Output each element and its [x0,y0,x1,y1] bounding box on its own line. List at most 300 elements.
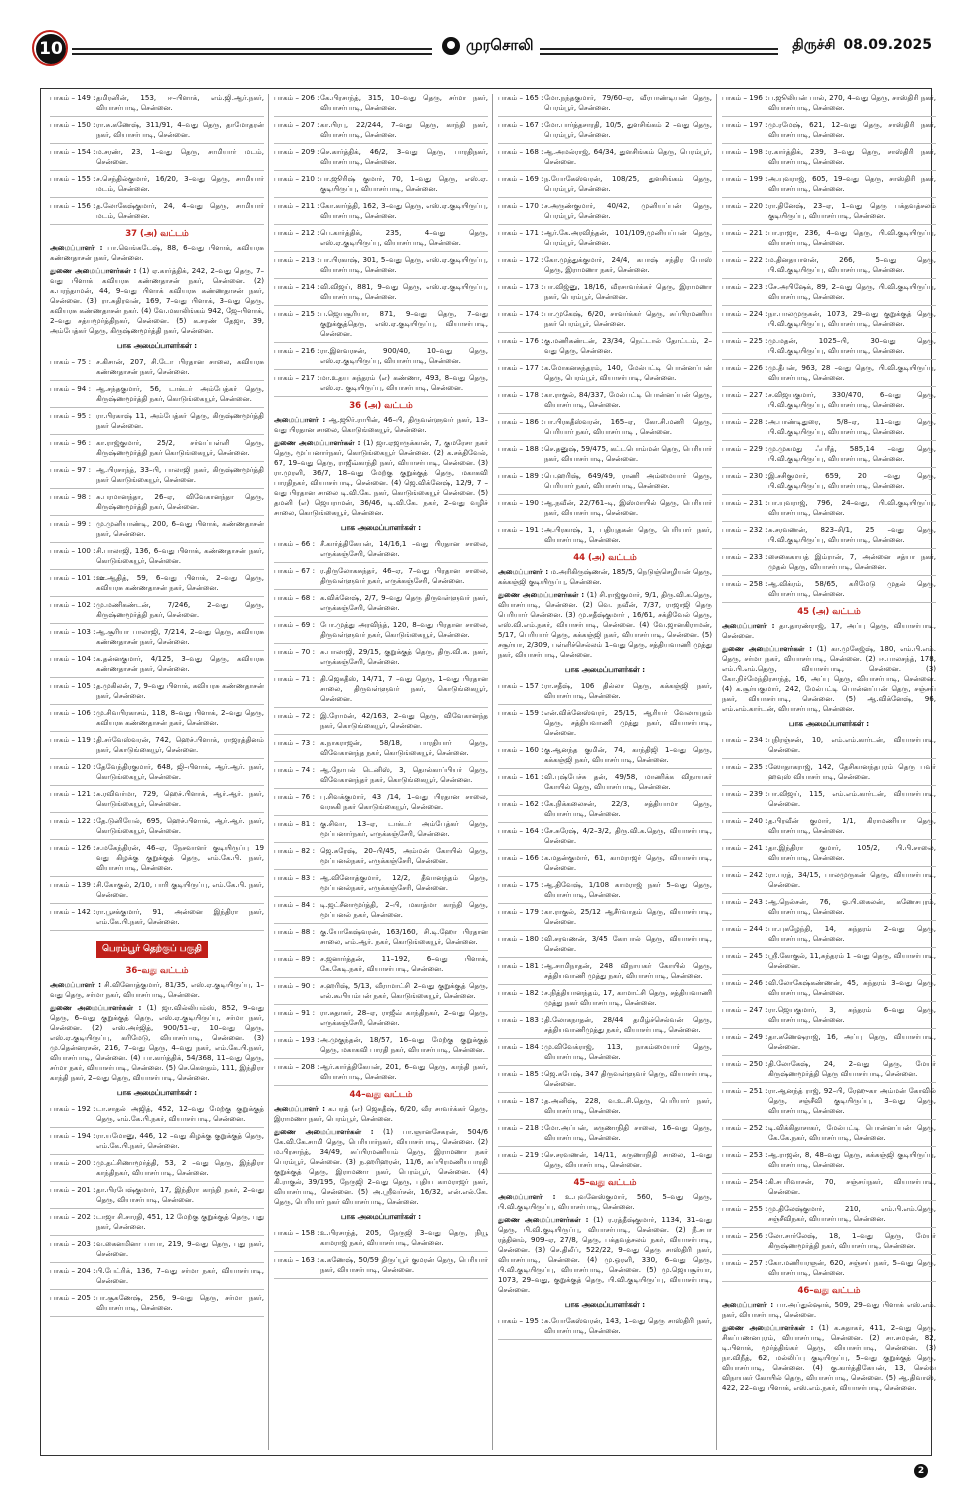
booth-number: பாகம் – 81 : [274,819,315,828]
organizer-details: சி.வினோத்குமார், 81/35, எஸ்.ஏ.குடியிருப்பு, 1–வது தெரு, சர்மா நகர், வியாசர்பாடி, சென்னை. [50,980,264,999]
booth-number: பாகம் – 198 : [722,147,768,156]
booth-number: பாகம் – 184 : [498,1042,544,1051]
booth-number: பாகம் – 89 : [274,954,315,963]
booth-entry [50,117,264,144]
booth-organizer-details: கு.சிவா, 13–ஏ, டாக்டர் அம்பேத்கர் தெரு, மூப்பனார்நகர், எருக்கஞ்சேரி, சென்னை. [320,819,488,838]
booth-number: பாகம் – 103 : [50,627,96,636]
booth-entry [50,435,264,462]
booth-organizer-details: க.நாகராஜன், 58/18, பாரதியார் தெரு, விவேகானந்த நகர், கொடுங்கையூர், சென்னை. [320,738,488,757]
booth-number: பாகம் – 223 : [722,282,768,291]
booth-organizer-details: வி.லோகேஷ்கண்ணன், 45, சுந்தரம் 3–வது தெரு, வியாசர்பாடி, சென்னை. [768,978,936,997]
booth-organizer-details: ப.ஜூலியன் பால், 270, 4–வது தெரு, சாஸ்திரி நகர், வியாசர்பாடி, சென்னை. [768,93,936,112]
booth-number: பாகம் – 139 : [50,880,96,889]
organizer-paragraph [274,438,488,518]
booth-organizer-details: பு.சிவக்குமார், 43 /14, 1–வது பிரதான சாலை, வரசுகி நகர் கொடுங்கையூர், சென்னை. [320,792,488,811]
booth-number: பாகம் – 205 : [50,1293,96,1302]
booth-entry [722,360,936,387]
booth-entry [498,441,712,468]
booth-entry [498,90,712,117]
organizer-paragraph [722,644,936,714]
subsection-heading: பாக அமைப்பாளர்கள் : [564,665,646,674]
booth-number: பாகம் – 156 : [50,201,96,210]
booth-number: பாகம் – 203 : [50,1239,96,1248]
booth-entry [274,279,488,306]
booth-number: பாகம் – 213 : [274,255,320,264]
organizer-paragraph [274,1127,488,1207]
role-label: அமைப்பாளர் : [498,567,549,576]
header-rule-left [72,48,432,50]
booth-number: பாகம் – 82 : [274,846,315,855]
booth-number: பாகம் – 142 : [50,907,96,916]
booth-organizer-details: பா.விஜய், 115, எம்.எம்.கார்டன், வியாசர்பாடி, சென்னை. [768,789,936,808]
organizer-details: தா.தாரண்ராஜ், 17, அப்பு தெரு, வியாசர்பாடி, சென்னை. [722,621,936,640]
booth-entry [274,735,488,762]
booth-organizer-details: பா.விஜ்னு, 18/16, வீரசாவர்க்கர் தெரு, இராமணா நகர், பெரம்பூர், சென்னை. [544,282,712,301]
booth-organizer-details: உ.பிரசாந்த், 205, நேருஜி 3–வது தெரு, நியூ காமராஜ் நகர், வியாசர்பாடி, சென்னை. [320,1228,488,1247]
booth-organizer-details: கோ.மணியரஞன், 620, சஞ்சய் நகர், 5–வது தெரு, வியாசர்பாடி, சென்னை. [768,1258,936,1277]
organizer-paragraph [498,590,712,660]
booth-number: பாகம் – 69 : [274,620,315,629]
page-header [0,0,972,88]
booth-entry [498,279,712,306]
booth-entry [50,354,264,381]
booth-organizer-details: மு.திலேஷ்குமார், 210, எம்.பி.எம்.தெரு, சஞ்சீவிநகர், வியாசர்பாடி, சென்னை. [768,1204,936,1223]
booth-organizer-details: கோ.முத்துக்குமார், 24/4, கபாஷ் சந்திர போஸ் தெரு, இராமணா நகர், சென்னை. [544,255,712,274]
booth-entry [722,171,936,198]
booth-entry [722,1174,936,1201]
booth-entry [722,144,936,171]
booth-organizer-details: மு.தட்சிணாமூர்த்தி, 53, 2 –வது தெரு, இந்திரா காந்திநகர், வியாசர்பாடி, சென்னை. [96,1158,264,1177]
booth-number: பாகம் – 188 : [498,444,544,453]
booth-organizer-details: டாஜா சி.சாரதி, 451, 12 மேற்கு குறுக்குத் தெரு, புது நகர், சென்னை. [96,1212,264,1231]
booth-entry [50,1263,264,1290]
booth-organizer-details: வி.சரவணன், 3/45 கோபால் தெரு, வியாசர்பாடி, சென்னை. [544,934,712,953]
booth-organizer-details: ஆ.சூரியா பாலாஜி, 7/214, 2–வது தெரு, கவியரசு கண்ணதாசன் நகர், சென்னை. [96,627,264,646]
booth-number: பாகம் – 222 : [722,255,768,264]
booth-number: பாகம் – 243 : [722,897,768,906]
booth-number: பாகம் – 166 : [498,853,544,862]
ward-heading: 36–வது வட்டம் [125,966,189,976]
header-rule-left-2 [72,53,432,55]
booth-number: பாகம் – 162 : [498,799,544,808]
booth-number: பாகம் – 120 : [50,762,96,771]
booth-entry [722,1002,936,1029]
booth-organizer-details: ச.ஹரிஷ், 5/13, வீராமாட்சி 2–வது குறுக்குத் தெரு, எல்.கூபியம்பன் நகர், கொடுங்கையூர், சென்னை. [320,981,488,1000]
booth-entry [722,549,936,576]
booth-entry [50,624,264,651]
booth-entry [722,921,936,948]
booth-number: பாகம் – 234 : [722,735,768,744]
region-banner-wrap [50,931,264,962]
column-divider [716,94,717,1450]
booth-organizer-details: அ.முகுந்தன், 18/57, 16–வது மேற்கு குறுக்குத் தெரு, மகாகவி பாரதி நகர், வியாசர்பாடி, சென்னை. [320,1035,488,1054]
masthead [442,36,534,56]
booth-number: பாகம் – 231 : [722,498,768,507]
booth-entry [498,931,712,958]
ward-heading: 36 (அ) வட்டம் [349,401,413,411]
booth-number: பாகம் – 121 : [50,789,96,798]
booth-number: பாகம் – 190 : [498,498,544,507]
booth-entry [274,590,488,617]
booth-number: பாகம் – 211 : [274,201,320,210]
booth-entry [274,617,488,644]
booth-organizer-details: மோ.நந்தகுமார், 79/60–ஏ, வீரபாண்டியன் தெரு, பெரம்பூர், சென்னை. [544,93,712,112]
ward-heading: 44 (அ) வட்டம் [573,553,637,563]
organizer-paragraph [498,1215,712,1295]
booth-organizer-details: பா.புகழேந்தி, 14, சுந்தரம் 2–வது தெரு, வியாசர்பாடி, சென்னை. [768,924,936,943]
booth-organizer-details: பா.முகேஷ், 6/20, சாவர்க்கர் தெரு, சுப்பிரமணிய நகர் பெரம்பூர், சென்னை. [544,309,712,328]
booth-organizer-details: க.மதன்குமார், 61, காமராஜர் தெரு, வியாசர்பாடி, சென்னை. [544,853,712,872]
booth-organizer-details: ஆ.நவீன், 22/761–டி, இஸ்மாயில் தெரு, பெரியார் நகர், வியாசர்பாடி, சென்னை. [544,498,712,517]
booth-number: பாகம் – 159 : [498,708,544,717]
booth-number: பாகம் – 228 : [722,417,768,426]
booth-entry [50,1209,264,1236]
booth-entry [498,306,712,333]
booth-number: பாகம் – 68 : [274,593,315,602]
booth-organizer-details: ஆ.சாமிநாதன், 248 விநாயகர் கோயில் தெரு, சத்தியவாணி முத்து நகர், வியாசர்பாடி, சென்னை. [544,961,712,980]
booth-number: பாகம் – 73 : [274,738,315,747]
subsection-heading: பாக அமைப்பாளர்கள் : [340,523,422,532]
booth-number: பாகம் – 239 : [722,789,768,798]
role-label: அமைப்பாளர் : [722,621,775,630]
booth-entry [722,786,936,813]
booth-entry [50,1155,264,1182]
booth-entry [274,1225,488,1252]
booth-entry [722,414,936,441]
booth-number: பாகம் – 104 : [50,654,96,663]
booth-organizer-details: மு.ரமேஷ், 621, 12–வது தெரு, சாஸ்திரி நகர், வியாசர்பாடி, சென்னை. [768,120,936,139]
column-divider [492,94,493,1450]
booth-organizer-details: ஆ.சந்தகுமார், 56, டாக்டர் அம்பேத்கர் தெரு, கிருஷ்ணமூர்த்தி நகர், கொடுங்கையூர், சென்னை. [96,384,264,403]
booth-organizer-details: தி.சர்வேஸ்வரன், 742, ஹெச்.பிளாக், ராஜரத்தினம் நகர், கொடுங்கையூர், சென்னை. [96,735,264,754]
booth-entry [498,742,712,769]
booth-entry [722,333,936,360]
booth-entry [498,1012,712,1039]
booth-organizer-details: சீ.கார்த்திகேயன், 14/16,1 –வது பிரதான சாலை, எருக்கஞ்சேரி, சென்னை. [320,539,488,558]
booth-entry [498,171,712,198]
booth-entry [50,651,264,678]
booth-number: பாகம் – 247 : [722,1005,768,1014]
booth-entry [274,762,488,789]
booth-organizer-details: போ.முத்து அரவிந்த், 120, 8–வது பிரதான சாலை, திருவள்ளுவர் நகர், கொடுங்கையூர், சென்னை. [320,620,488,639]
booth-organizer-details: கு.ஆனந்த குமின், 74, காந்திஜி 1–வது தெரு, கக்கஞ்ஜி நகர், வியாசர்பாடி, சென்னை. [544,745,712,764]
booth-organizer-details: ச.செந்தில்குமார், 16/20, 3–வது தெரு, சாமியார் மடம், சென்னை. [96,174,264,193]
booth-organizer-details: வ.கைனமினா பாபா, 219, 9–வது தெரு, புது நகர், சென்னை. [96,1239,264,1258]
booth-entry [274,117,488,144]
booth-organizer-details: ரா.தினேஷ், 23–ஏ, 1–வது தெரு பக்தவத்சலம் குடியிருப்பு, வியாசர்பாடி, சென்னை. [768,201,936,220]
booth-organizer-details: ஆ.நோபல் டெனிஸ், 3, தொல்காப்பியர் தெரு, விவேகானந்தர் நகர், கொடுங்கையூர், சென்னை. [320,765,488,784]
booth-number: பாகம் – 178 : [498,390,544,399]
organizer-details: (1) ர.ரத்தீஷ்குமார், 1134, 31–வது தெரு, பி.வி.குடியிருப்பு, வியாசர்பாடி, சென்னை. (2) நீ.சபா ரத்தினம், 909–ஏ, 27/8, தெரு, பக்தவத்சலம் நகர், வியாசர்பாடி, சென்னை. (3) செ.திலீப், 522/22, 9–வது தெரு சாஸ்திரி நகர், வியாசர்பாடி, சென்னை. (4) மு.ஒரளி, 330, 6–வது தெரு, பி.வி.குடியிருப்பு, வியாசர்பாடி, சென்னை. (5) மு.ஜெயசூர்யா, 1073, 29–வது, குறுக்குத் தெரு, பி.வி.குடியிருப்பு, வியாசர்பாடி, சென்னை. [498,1215,712,1294]
booth-entry [498,796,712,823]
role-label: துணை அமைப்பாளர்கள் : [722,1323,814,1332]
booth-organizer-details: ரா.சுதாகர், 28–ஏ, ராஜீவ் காந்திநகர், 2–வது தெரு, எருக்கஞ்சேரி, சென்னை. [320,1008,488,1027]
booth-number: பாகம் – 253 : [722,1150,768,1159]
booth-number: பாகம் – 220 : [722,201,768,210]
booth-organizer-details: ஆ.பிரசாந்த், 33–பி, பாலாஜி நகர், கிருஷ்ணமூர்த்தி நகர் கொடுங்கையூர், சென்னை. [96,465,264,484]
organizer-details: (1) ஜா.ஏஜாருக்கான், 7, குமரேசா நகர் தெரு, மூப்பனார்நகர், கொடுங்கையூர் சென்னை. (2) க.சக்திவேல், 67, 19–வது தெரு, ராஜீவ்காந்தி நகர், வியாசர்பாடி, சென்னை. (3) ரா.முரளி, 36/7, 18–வது மேற்கு குறுக்குத் தெரு, மகாகவி பாரதிநகர், வியாசர்பாடி, சென்னை. (4) ஜெ.விக்னேஷ், 12/9, 7 –வது பிரதான சாலை டி.வி.கே. நகர், கொடுங்கையூர் சென்னை. (5) தமனி (எ) ஜெயராமன், 36/46, டி.வி.கே. நகர், 2–வது வழிச் சாலை, கொடுங்கையூர், சென்னை. [274,438,488,517]
booth-organizer-details: கா.ராகுல், 25/12 ஆசீர்வாதம் தெரு, வியாசர்பாடி, சென்னை. [544,907,712,926]
booth-organizer-details: ரா.யமோனு, 446, 12 –வது கிழக்கு குறுக்குத் தெரு, எம்.கே.பி.நகர், சென்னை. [96,1131,264,1150]
booth-organizer-details: சு.பாலாஜி, 29/15, குறுக்குத் தெரு, திரு.வி.க. நகர், எருக்கஞ்சேரி, சென்னை. [320,647,488,666]
booth-organizer-details: ச.மகேந்திரன், 46–ஏ, நேசவாளர் குடியிருப்பு 19 வது கிழக்கு குறுக்குத் தெரு, எம்.கே.பி. நகர், வியாசர்பாடி, சென்னை. [96,843,264,872]
booth-number: பாகம் – 201 : [50,1185,96,1194]
booth-number: பாகம் – 210 : [274,174,320,183]
booth-organizer-details: மு.விவேக்ராஜ், 113, நாகம்மையார் தெரு, வியாசர்பாடி, சென்னை. [544,1042,712,1061]
booth-entry [274,897,488,924]
booth-number: பாகம் – 94 : [50,384,91,393]
booth-organizer-details: மோ.பார்த்தசாரதி, 10/5, துளசிங்கம் 2 –வது தெரு, பெரம்பூர், சென்னை. [544,120,712,139]
booth-number: பாகம் – 163 : [274,1255,320,1264]
column-2 [274,90,488,1450]
booth-entry [722,198,936,225]
booth-number: பாகம் – 122 : [50,816,96,825]
booth-number: பாகம் – 219 : [498,1150,544,1159]
booth-number: பாகம் – 257 : [722,1258,768,1267]
booth-entry [498,958,712,985]
booth-number: பாகம் – 246 : [722,978,768,987]
booth-organizer-details: ஆ.திவேஷ், 1/108 காமராஜ் நகர் 5–வது தெரு, வியாசர்பாடி, சென்னை. [544,880,712,899]
booth-entry [274,1059,488,1086]
booth-number: பாகம் – 155 : [50,174,96,183]
booth-organizer-details: இ.சசிகுமார், 659, 20 –வது தெரு, பி.வி.குடியிருப்பு, வியாசர்பாடி, சென்னை. [768,471,936,490]
booth-entry [722,732,936,759]
page-number: 10 [36,34,66,64]
booth-organizer-details: ச.ஜனார்த்தன், 11–192, 6–வது பிளாக், கே.கேடி.நகர், வியாசர்பாடி, சென்னை. [320,954,488,973]
booth-number: பாகம் – 173 : [498,282,544,291]
booth-number: பாகம் – 229 : [722,444,768,453]
organizer-paragraph [498,1192,712,1212]
booth-entry [274,644,488,671]
booth-entry [722,1120,936,1147]
booth-organizer-details: ஆர்.கே.அரவிந்தன், 101/109,முனியப்பன் தெரு, பெரம்பூர், சென்னை. [544,228,712,247]
booth-organizer-details: பா.ராஜா, 236, 4–வது தெரு, பி.வி.குடியிருப்பு, வியாசர்பாடி, சென்னை. [768,228,936,247]
booth-organizer-details: சே.அபிஷேக், 89, 2–வது தெரு, பி.வி.குடியிருப்பு, வியாசர்பாடி, சென்னை. [768,282,936,301]
booth-entry [274,1032,488,1059]
booth-entry [498,678,712,705]
booth-number: பாகம் – 251 : [722,1086,768,1095]
booth-organizer-details: வி.விஜய், 881, 9–வது தெரு, எஸ்.ஏ.குடியிருப்பு, வியாசர்பாடி, சென்னை. [320,282,488,301]
booth-organizer-details: புநிரஞ்சன், 10, எம்.எம்.கார்டன், வியாசர்பாடி, சென்னை. [768,735,936,754]
booth-organizer-details: ச.அருண்குமார், 40/42, முனியப்பன் தெரு, பெரம்பூர், சென்னை. [544,201,712,220]
booth-number: பாகம் – 158 : [274,1228,320,1237]
organizer-details: (1) ஏ.கார்த்திக், 242, 2–வது தெரு, 7–வது பிளாக் கவியரசு கண்ணதாசன் நகர், சென்னை. (2) க.பரந்தாமன், 44, 9–வது பிளாக் கவியரசு கண்ணதாசன் நகர், சென்னை. (3) ரா.சுதிரவன், 169, 7–வது பிளாக், 3–வது தெரு, கவியரசு கண்ணதாசன் நகர். (4) வே.மகாலிங்கம் 942, ஜே–பிளாக், 2–வது சத்யமூர்த்திநகர், சென்னை. (5) க.சரண் தேஜா, 39, அம்பேத்கர் தெரு, கிருஷ்ணமூர்த்தி நகர், சென்னை. [50,266,264,335]
booth-entry [498,985,712,1012]
booth-number: பாகம் – 72 : [274,711,315,720]
booth-number: பாகம் – 218 : [498,1123,544,1132]
booth-number: பாகம் – 181 : [498,961,544,970]
booth-entry [498,1147,712,1174]
booth-organizer-details: சு.யோகேஸ்வரன், 143, 1–வது தெரு சாஸ்திரி நகர், வியாசர்பாடி, சென்னை. [544,1316,712,1335]
booth-entry [50,904,264,931]
booth-number: பாகம் – 185 : [498,1069,544,1078]
booth-entry [50,462,264,489]
organizer-details: (1) ஜா.வில்லியம்ஸ், 852, 9–வது தெரு, 6–வது குறுக்குத் தெரு, எஸ்.ஏ.குடியிருப்பு, சர்மா நகர், சென்னை. (2) எஸ்.அர்ஜித், 900/51–ஏ, 10–வது தெரு, எஸ்.ஏ.குடியிருப்பு, கரிமேடு, வியாசர்பாடி, சென்னை. (3) மு.தென்னரசன், 216, 7–வது தெரு, 4–வது நகர், எம்.கே.பி.நகர், வியாசர்பாடி, சென்னை. (4) பா.கார்த்திக், 54/368, 11–வது தெரு, சர்மா நகர், வியாசர்பாடி, சென்னை. (5) செ.கௌதம், 111, இந்திரா காந்தி நகர், 2–வது தெரு, வியாசர்பாடி, சென்னை. [50,1003,264,1082]
booth-entry [274,198,488,225]
booth-entry [722,576,936,603]
booth-number: பாகம் – 167 : [498,120,544,129]
booth-organizer-details: சைகைகாயத் இம்ரான், 7, அன்னை சத்யா நகர், முதல் தெரு, வியாசர்பாடி, சென்னை. [768,552,936,571]
booth-entry [498,225,712,252]
booth-entry [498,387,712,414]
booth-entry [50,732,264,759]
booth-entry [722,1083,936,1120]
booth-number: பாகம் – 177 : [498,363,544,372]
booth-number: பாகம் – 254 : [722,1177,768,1186]
booth-number: பாகம் – 227 : [722,390,768,399]
booth-number: பாகம் – 195 : [498,1316,544,1325]
booth-entry [50,813,264,840]
booth-entry [722,867,936,894]
role-label: துணை அமைப்பாளர்கள் : [722,644,812,653]
booth-entry [274,870,488,897]
booth-number: பாகம் – 96 : [50,438,91,447]
booth-entry [274,252,488,279]
booth-organizer-details: தா.இந்திரா குமார், 105/2, பி.பி.சாலை, வியாசர்பாடி, சென்னை. [768,843,936,862]
booth-organizer-details: நா.பாலமுருகன், 1073, 29–வது குறுக்குத் தெரு, பி.வி.குடியிருப்பு, வியாசர்பாடி, சென்னை. [768,309,936,328]
booth-entry [50,90,264,117]
booth-organizer-details: தா.பிரபேஷ்குமார், 17, இந்திரா காந்தி நகர், 2–வது தெரு, வியாசர்பாடி, சென்னை. [96,1185,264,1204]
booth-entry [722,1255,936,1282]
booth-number: பாகம் – 179 : [498,907,544,916]
booth-number: பாகம் – 154 : [50,147,96,156]
booth-organizer-details: ச.நித்தியானந்தம், 17, காமாட்சி தெரு, சத்தியவாணி முத்து நகர் வியாசர்பாடி, சென்னை. [544,988,712,1007]
booth-number: பாகம் – 169 : [498,174,544,183]
booth-organizer-details: ந.யோகேஸ்வரன், 108/25, துளசிங்கம் தெரு, பெரம்பூர், சென்னை. [544,174,712,193]
booth-entry [498,769,712,796]
booth-organizer-details: பா.சூகணேஷ், 256, 9–வது தெரு, சர்மா நகர், வியாசர்பாடி, சென்னை. [96,1293,264,1312]
edition-city: திருச்சி [792,37,836,53]
booth-entry [50,198,264,225]
booth-number: பாகம் – 240 : [722,816,768,825]
booth-entry [50,570,264,597]
booth-number: பாகம் – 233 : [722,552,768,561]
booth-organizer-details: கு.மணிகண்டன், 23/34, நெட்டால் தோட்டம், 2–வது தெரு, சென்னை. [544,336,712,355]
booth-organizer-details: மு.மணிகண்டன், 7/246, 2–வது தெரு, கிருஷ்ணமூர்த்தி நகர், சென்னை. [96,600,264,619]
organizer-paragraph [722,1323,936,1393]
booth-number: பாகம் – 235 : [722,762,768,771]
booth-organizer-details: ஜெ.சுரேஷ், 20–பி/45, அம்மன் கோயில் தெரு, மூப்பனல்நகர், எருக்கஞ்சேரி, சென்னை. [320,846,488,865]
booth-number: பாகம் – 255 : [722,1204,768,1213]
edition-date: 08.09.2025 [843,37,932,53]
booth-number: பாகம் – 214 : [274,282,320,291]
booth-entry [722,306,936,333]
booth-entry [498,877,712,904]
booth-organizer-details: பா.ஜூரிஷ் குமார், 70, 1–வது தெரு, எஸ்.ஏ. குடியிருப்பு, வியாசர்பாடி, சென்னை. [320,174,488,193]
booth-number: பாகம் – 225 : [722,336,768,345]
booth-number: பாகம் – 202 : [50,1212,96,1221]
booth-organizer-details: பா.யுவராஜ், 796, 24–வது, பி.வி.குடியிருப்பு, வியாசர்பாடி, சென்னை. [768,498,936,517]
booth-entry [274,90,488,117]
booth-organizer-details: ர.திருலோகசுந்தர், 46–ஏ, 7–வது பிரதான சாலை, திருவள்ளுவர் நகர், எருக்கஞ்சேரி, சென்னை. [320,566,488,585]
booth-number: பாகம் – 250 : [722,1059,768,1068]
booth-organizer-details: ர.கார்த்திக், 239, 3–வது தெரு, சாஸ்திரி நகர், வியாசர்பாடி, சென்னை. [768,147,936,166]
booth-number: பாகம் – 187 : [498,1096,544,1105]
newspaper-logo-icon [442,37,460,55]
organizer-paragraph [50,1003,264,1083]
booth-organizer-details: தி.லோகேஷ், 24, 2–வது தெரு, மேயர் கிருஷ்ணமூர்த்தி தெரு வியாசர்பாடி, சென்னை. [768,1059,936,1078]
booth-number: பாகம் – 191 : [498,525,544,534]
booth-organizer-details: ச.விஜயகுமார், 330/470, 6–வது தெரு, பி.வி.குடியிருப்பு, வியாசர்பாடி, சென்னை. [768,390,936,409]
booth-entry [50,381,264,408]
booth-number: பாகம் – 221 : [722,228,768,237]
booth-entry [498,468,712,495]
booth-number: பாகம் – 226 : [722,363,768,372]
organizer-details: க.பரத் (எ) ஜெகதீஷ், 6/20, வீர சாவர்க்கர் தெரு, இராமணா நகர், பெரம்பூர், சென்னை. [274,1104,488,1123]
ward-heading: 44–வது வட்டம் [349,1090,413,1100]
booth-entry [498,117,712,144]
column-4 [722,90,936,1450]
booth-organizer-details: தே.டுனியேல், 695, ஹெச்.பிளாக், ஆர்.ஆர். நகர், கொடுங்கையூர், சென்னை. [96,816,264,835]
booth-entry [498,904,712,931]
booth-entry [498,414,712,441]
booth-entry [722,117,936,144]
booth-entry [722,279,936,306]
booth-entry [274,671,488,708]
role-label: துணை அமைப்பாளர்கள் : [498,1215,589,1224]
booth-organizer-details: ம.தினதயாளன், 266, 5–வது தெரு, பி.வி.குடியிருப்பு, வியாசர்பாடி, சென்னை. [768,255,936,274]
booth-entry [50,1101,264,1128]
booth-organizer-details: மு.சிவபிரகாசம், 118, 8–வது பிளாக், 2–வது தெரு, கவியரசு கண்ணதாசன் நகர், சென்னை. [96,708,264,727]
organizer-details: ஆ.ஜூர்.ராபின், 46–பி, திருவள்ளுவர் நகர், 13–வது பிரதான சாலை, கொடுங்கையூர், சென்னை. [274,415,488,434]
booth-number: பாகம் – 119 : [50,735,96,744]
organizer-paragraph [274,1104,488,1124]
booth-number: பாகம் – 90 : [274,981,315,990]
booth-entry [50,877,264,904]
booth-organizer-details: ஆ.அமல்ராஜ், 64/34, துளசிங்கம் தெரு, பெரம்பூர், சென்னை. [544,147,712,166]
column-3 [498,90,712,1450]
booth-organizer-details: ஆ.நெல்சன், 76, ஓ.பி.கைலன், கணேசபுரம், வியாசர்பாடி, சென்னை. [768,897,936,916]
booth-number: பாகம் – 212 : [274,228,320,237]
booth-organizer-details: ஆர்.கார்த்திகேயன், 201, 6–வது தெரு, காந்தி நகர், வியாசர்பாடி, சென்னை. [320,1062,488,1081]
booth-organizer-details: ஸோதாகராஜ், 142, தேசிகானந்தபுரம் தெரு பவர் ஹவுஸ் வியாசர்பாடி, சென்னை. [768,762,936,781]
booth-number: பாகம் – 76 : [274,792,315,801]
booth-organizer-details: பா.பிரகாஷ், 301, 5–வது தெரு, எஸ்.ஏ.குடியிருப்பு, வியாசர்பாடி, சென்னை. [320,255,488,274]
booth-number: பாகம் – 183 : [498,1015,544,1024]
booth-number: பாகம் – 161 : [498,772,544,781]
booth-number: பாகம் – 91 : [274,1008,315,1017]
subsection-heading: பாக அமைப்பாளர்கள் : [116,341,198,350]
booth-organizer-details: சி.பாலாஜி, 136, 6–வது பிளாக், கண்ணதாசன் நகர், கொடுங்கையூர், சென்னை. [96,546,264,565]
role-label: துணை அமைப்பாளர்கள் : [50,266,137,275]
booth-number: பாகம் – 196 : [722,93,768,102]
booth-organizer-details: ப.ஜெயசூரியா, 871, 9–வது தெரு, 7–வது குறுக்குத்தெரு, எஸ்.ஏ.குடியிருப்பு, வியாசர்பாடி, சென்னை. [320,309,488,338]
booth-organizer-details: கு.யோகேஷ்வரன், 163/160, சி.டி.ஹோ பிரதான சாலை, எம்.ஆர். நகர், கொடுங்கையூர், சென்னை. [320,927,488,946]
booth-number: பாகம் – 84 : [274,900,315,909]
booth-entry [498,360,712,387]
booth-entry [274,816,488,843]
booth-entry [722,387,936,414]
booth-entry [274,370,488,397]
booth-entry [50,1236,264,1263]
booth-organizer-details: ஊ.ஆதித், 59, 6–வது பிளாக், 2–வது தெரு, கவியரசு கண்ணதாசன் நகர், சென்னை. [96,573,264,592]
booth-organizer-details: இ.ரோமன், 42/163, 2–வது தெரு, விவேகானந்த நகர், கொடுங்கையூர், சென்னை. [320,711,488,730]
booth-entry [50,1182,264,1209]
edition-info [784,37,932,55]
booth-organizer-details: டா.சாதல் அஜித், 452, 12–வது மேற்கு குறுக்குத் தெரு, எம்.கே.பி.நகர், வியாசர்பாடி, சென்னை. [96,1104,264,1123]
header-rule-right [540,48,778,50]
role-label: அமைப்பாளர் : [274,415,326,424]
region-banner: பெரம்பூர் தெற்குப் பகுதி [96,941,208,958]
booth-number: பாகம் – 204 : [50,1266,96,1275]
booth-entry [722,975,936,1002]
role-label: அமைப்பாளர் : [498,1192,556,1201]
booth-organizer-details: மு.மதன், 1025–பி, 30–வது தெரு, பி.வி.குடியிருப்பு, வியாசர்பாடி, சென்னை. [768,336,936,355]
booth-organizer-details: சி.கோகுல், 2/10, பாரி குடியிருப்பு, எம்.கே.பி. நகர், சென்னை. [96,880,264,899]
booth-number: பாகம் – 157 : [498,681,544,690]
role-label: அமைப்பாளர் : [274,1104,325,1113]
booth-organizer-details: மோ.அப்பன், கருணாநிதி சாலை, 16–வது தெரு, வியாசர்பாடி, சென்னை. [544,1123,712,1142]
